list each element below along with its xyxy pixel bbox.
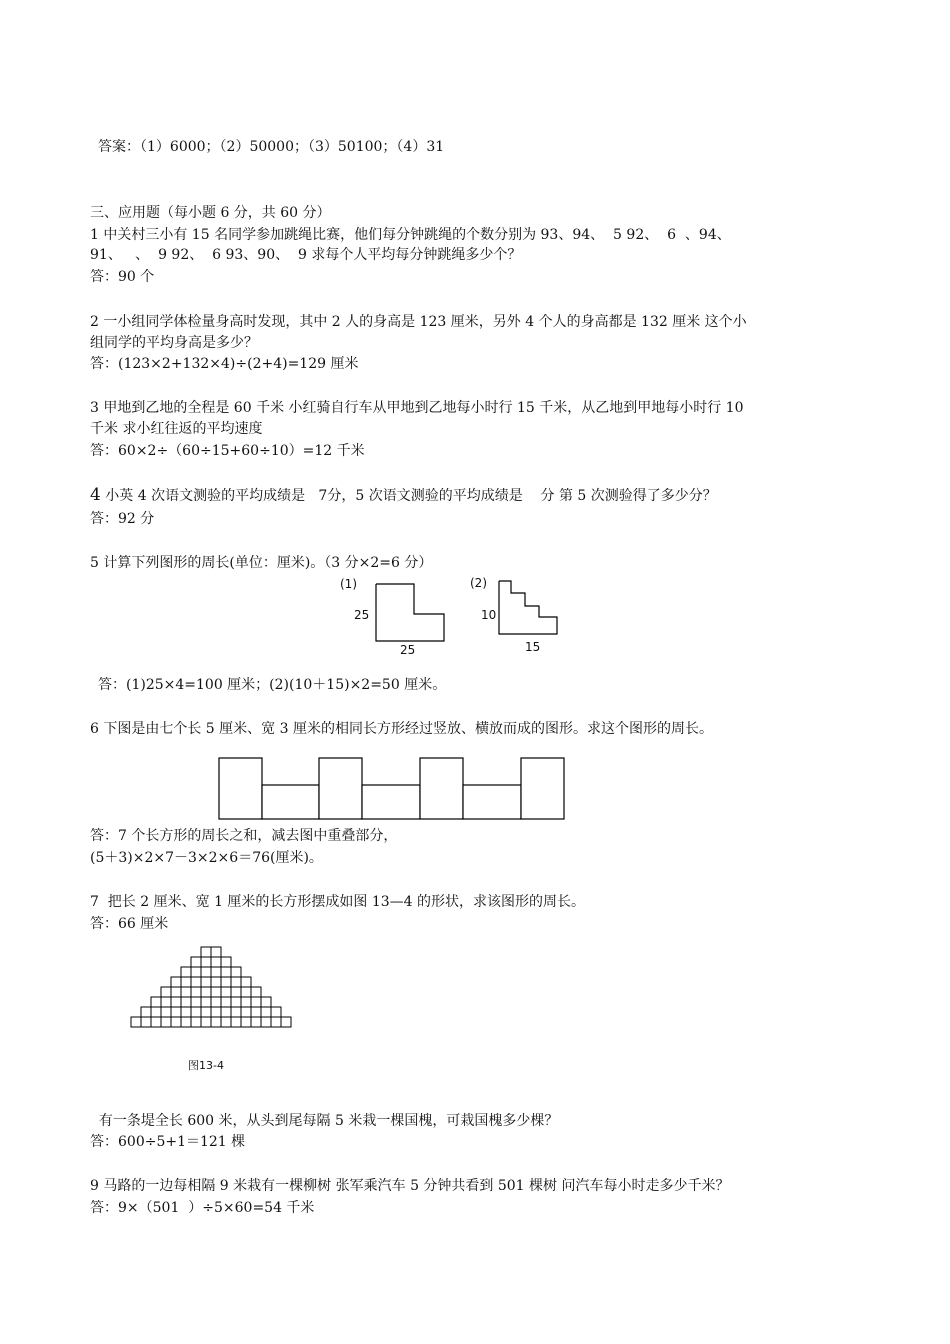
q6-answer-line1: 答：7 个长方形的周长之和，减去图中重叠部分， (90, 828, 398, 844)
brick (171, 987, 181, 997)
brick (171, 1007, 181, 1017)
brick (191, 977, 201, 987)
brick (241, 997, 251, 1007)
brick (161, 997, 171, 1007)
brick (191, 957, 201, 967)
q2-text-line1: 2 一小组同学体检量身高时发现，其中 2 人的身高是 123 厘米，另外 4 个人的身高都是 132 厘米 这个小 (90, 314, 747, 330)
brick (191, 1007, 201, 1017)
brick (211, 1017, 221, 1027)
brick (251, 987, 261, 997)
q6-figure (218, 757, 566, 821)
brick (201, 967, 211, 977)
brick (161, 1007, 171, 1017)
q5-text: 5 计算下列图形的周长(单位：厘米)。（3 分×2=6 分） (90, 555, 433, 571)
brick (181, 977, 191, 987)
q1-answer: 答：90 个 (90, 269, 155, 285)
brick (211, 977, 221, 987)
brick (231, 1017, 241, 1027)
brick (221, 987, 231, 997)
brick (171, 1017, 181, 1027)
brick (181, 997, 191, 1007)
brick (191, 967, 201, 977)
q4-answer: 答：92 分 (90, 511, 155, 527)
q5-fig1-side-label: 25 (354, 608, 370, 622)
q4-text (90, 485, 717, 506)
q1-text-line2: 91、 、 9 92、 6 93、90、 9 求每个人平均每分钟跳绳多少个？ (90, 247, 522, 263)
brick (171, 977, 181, 987)
q3-answer: 答：60×2÷（60÷15+60÷10）=12 千米 (90, 443, 365, 459)
brick (231, 967, 241, 977)
q1-text-line1: 1 中关村三小有 15 名同学参加跳绳比赛，他们每分钟跳绳的个数分别为 93、94、 5 92、 6 、94、 (90, 227, 731, 243)
q5-fig2-tag: (2) (470, 576, 487, 590)
q7-answer: 答：66 厘米 (90, 916, 169, 932)
brick (231, 987, 241, 997)
brick (161, 987, 171, 997)
brick (201, 1007, 211, 1017)
brick (191, 1017, 201, 1027)
brick (151, 997, 161, 1007)
q4-body: 小英 4 次语文测验的平均成绩是 7分，5 次语文测验的平均成绩是 分 第 5 次测验得了多少分？ (100, 488, 717, 504)
brick (231, 997, 241, 1007)
brick (211, 1007, 221, 1017)
brick (231, 1007, 241, 1017)
q8-answer: 答：600÷5+1＝121 棵 (90, 1134, 246, 1150)
brick (241, 987, 251, 997)
brick (281, 1017, 291, 1027)
q3-text-line1: 3 甲地到乙地的全程是 60 千米 小红骑自行车从甲地到乙地每小时行 15 千米，从乙地到甲地每小时行 10 (90, 400, 744, 416)
section-title: 三、应用题（每小题 6 分，共 60 分） (90, 205, 331, 221)
brick (131, 1017, 141, 1027)
brick (271, 1007, 281, 1017)
brick (261, 1007, 271, 1017)
brick (241, 977, 251, 987)
brick (221, 1017, 231, 1027)
brick (211, 957, 221, 967)
brick (181, 987, 191, 997)
brick (221, 1007, 231, 1017)
brick (171, 997, 181, 1007)
brick (261, 997, 271, 1007)
brick (201, 947, 211, 957)
answer-previous-section: 答案：（1）6000；（2）50000；（3）50100；（4）31 (98, 139, 445, 155)
brick (151, 1007, 161, 1017)
q7-figure-caption: 图13-4 (188, 1059, 224, 1072)
brick (201, 997, 211, 1007)
q5-answer: 答：(1)25×4=100 厘米；(2)(10＋15)×2=50 厘米。 (98, 677, 447, 693)
brick (181, 1017, 191, 1027)
q2-answer: 答：(123×2+132×4)÷(2+4)=129 厘米 (90, 356, 359, 372)
brick (191, 997, 201, 1007)
brick (211, 947, 221, 957)
brick (201, 957, 211, 967)
brick (221, 957, 231, 967)
brick (211, 987, 221, 997)
brick (211, 967, 221, 977)
q7-text: 7 把长 2 厘米、宽 1 厘米的长方形摆成如图 13—4 的形状，求该图形的周长。 (90, 894, 586, 910)
brick (201, 1017, 211, 1027)
brick (251, 1017, 261, 1027)
q6-text: 6 下图是由七个长 5 厘米、宽 3 厘米的相同长方形经过竖放、横放而成的图形。求这个图形的周长。 (90, 721, 713, 737)
brick (261, 1017, 271, 1027)
brick (241, 1017, 251, 1027)
q2-text-line2: 组同学的平均身高是多少？ (90, 335, 258, 351)
brick (141, 1017, 151, 1027)
brick (221, 967, 231, 977)
brick (191, 987, 201, 997)
brick (201, 987, 211, 997)
q5-fig2-side-label: 10 (481, 608, 497, 622)
q5-figure-1 (330, 574, 460, 664)
q6-answer-line2: (5＋3)×2×7－3×2×6＝76(厘米)。 (90, 850, 323, 866)
brick (181, 967, 191, 977)
brick (271, 1017, 281, 1027)
brick (251, 1007, 261, 1017)
brick (211, 997, 221, 1007)
q7-figure-brick-pyramid (128, 945, 294, 1030)
brick (221, 977, 231, 987)
q9-text: 9 马路的一边每相隔 9 米栽有一棵柳树 张军乘汽车 5 分钟共看到 501 棵树 问汽车每小时走多少千米？ (90, 1178, 730, 1194)
brick (141, 1007, 151, 1017)
q5-fig1-tag: (1) (340, 577, 357, 591)
q9-answer: 答：9×（501 ）÷5×60=54 千米 (90, 1200, 315, 1216)
brick (221, 997, 231, 1007)
brick (151, 1017, 161, 1027)
brick (181, 1007, 191, 1017)
brick (241, 1007, 251, 1017)
brick (251, 997, 261, 1007)
q5-fig1-bottom-label: 25 (400, 643, 416, 657)
q3-text-line2: 千米 求小红往返的平均速度 (90, 421, 263, 437)
brick (201, 977, 211, 987)
brick (161, 1017, 171, 1027)
q5-fig2-bottom-label: 15 (525, 640, 541, 654)
q5-figure-2 (465, 572, 585, 662)
brick (231, 977, 241, 987)
q4-number: 4 (90, 485, 101, 505)
q8-text: 有一条堤全长 600 米，从头到尾每隔 5 米栽一棵国槐，可栽国槐多少棵？ (90, 1113, 559, 1129)
